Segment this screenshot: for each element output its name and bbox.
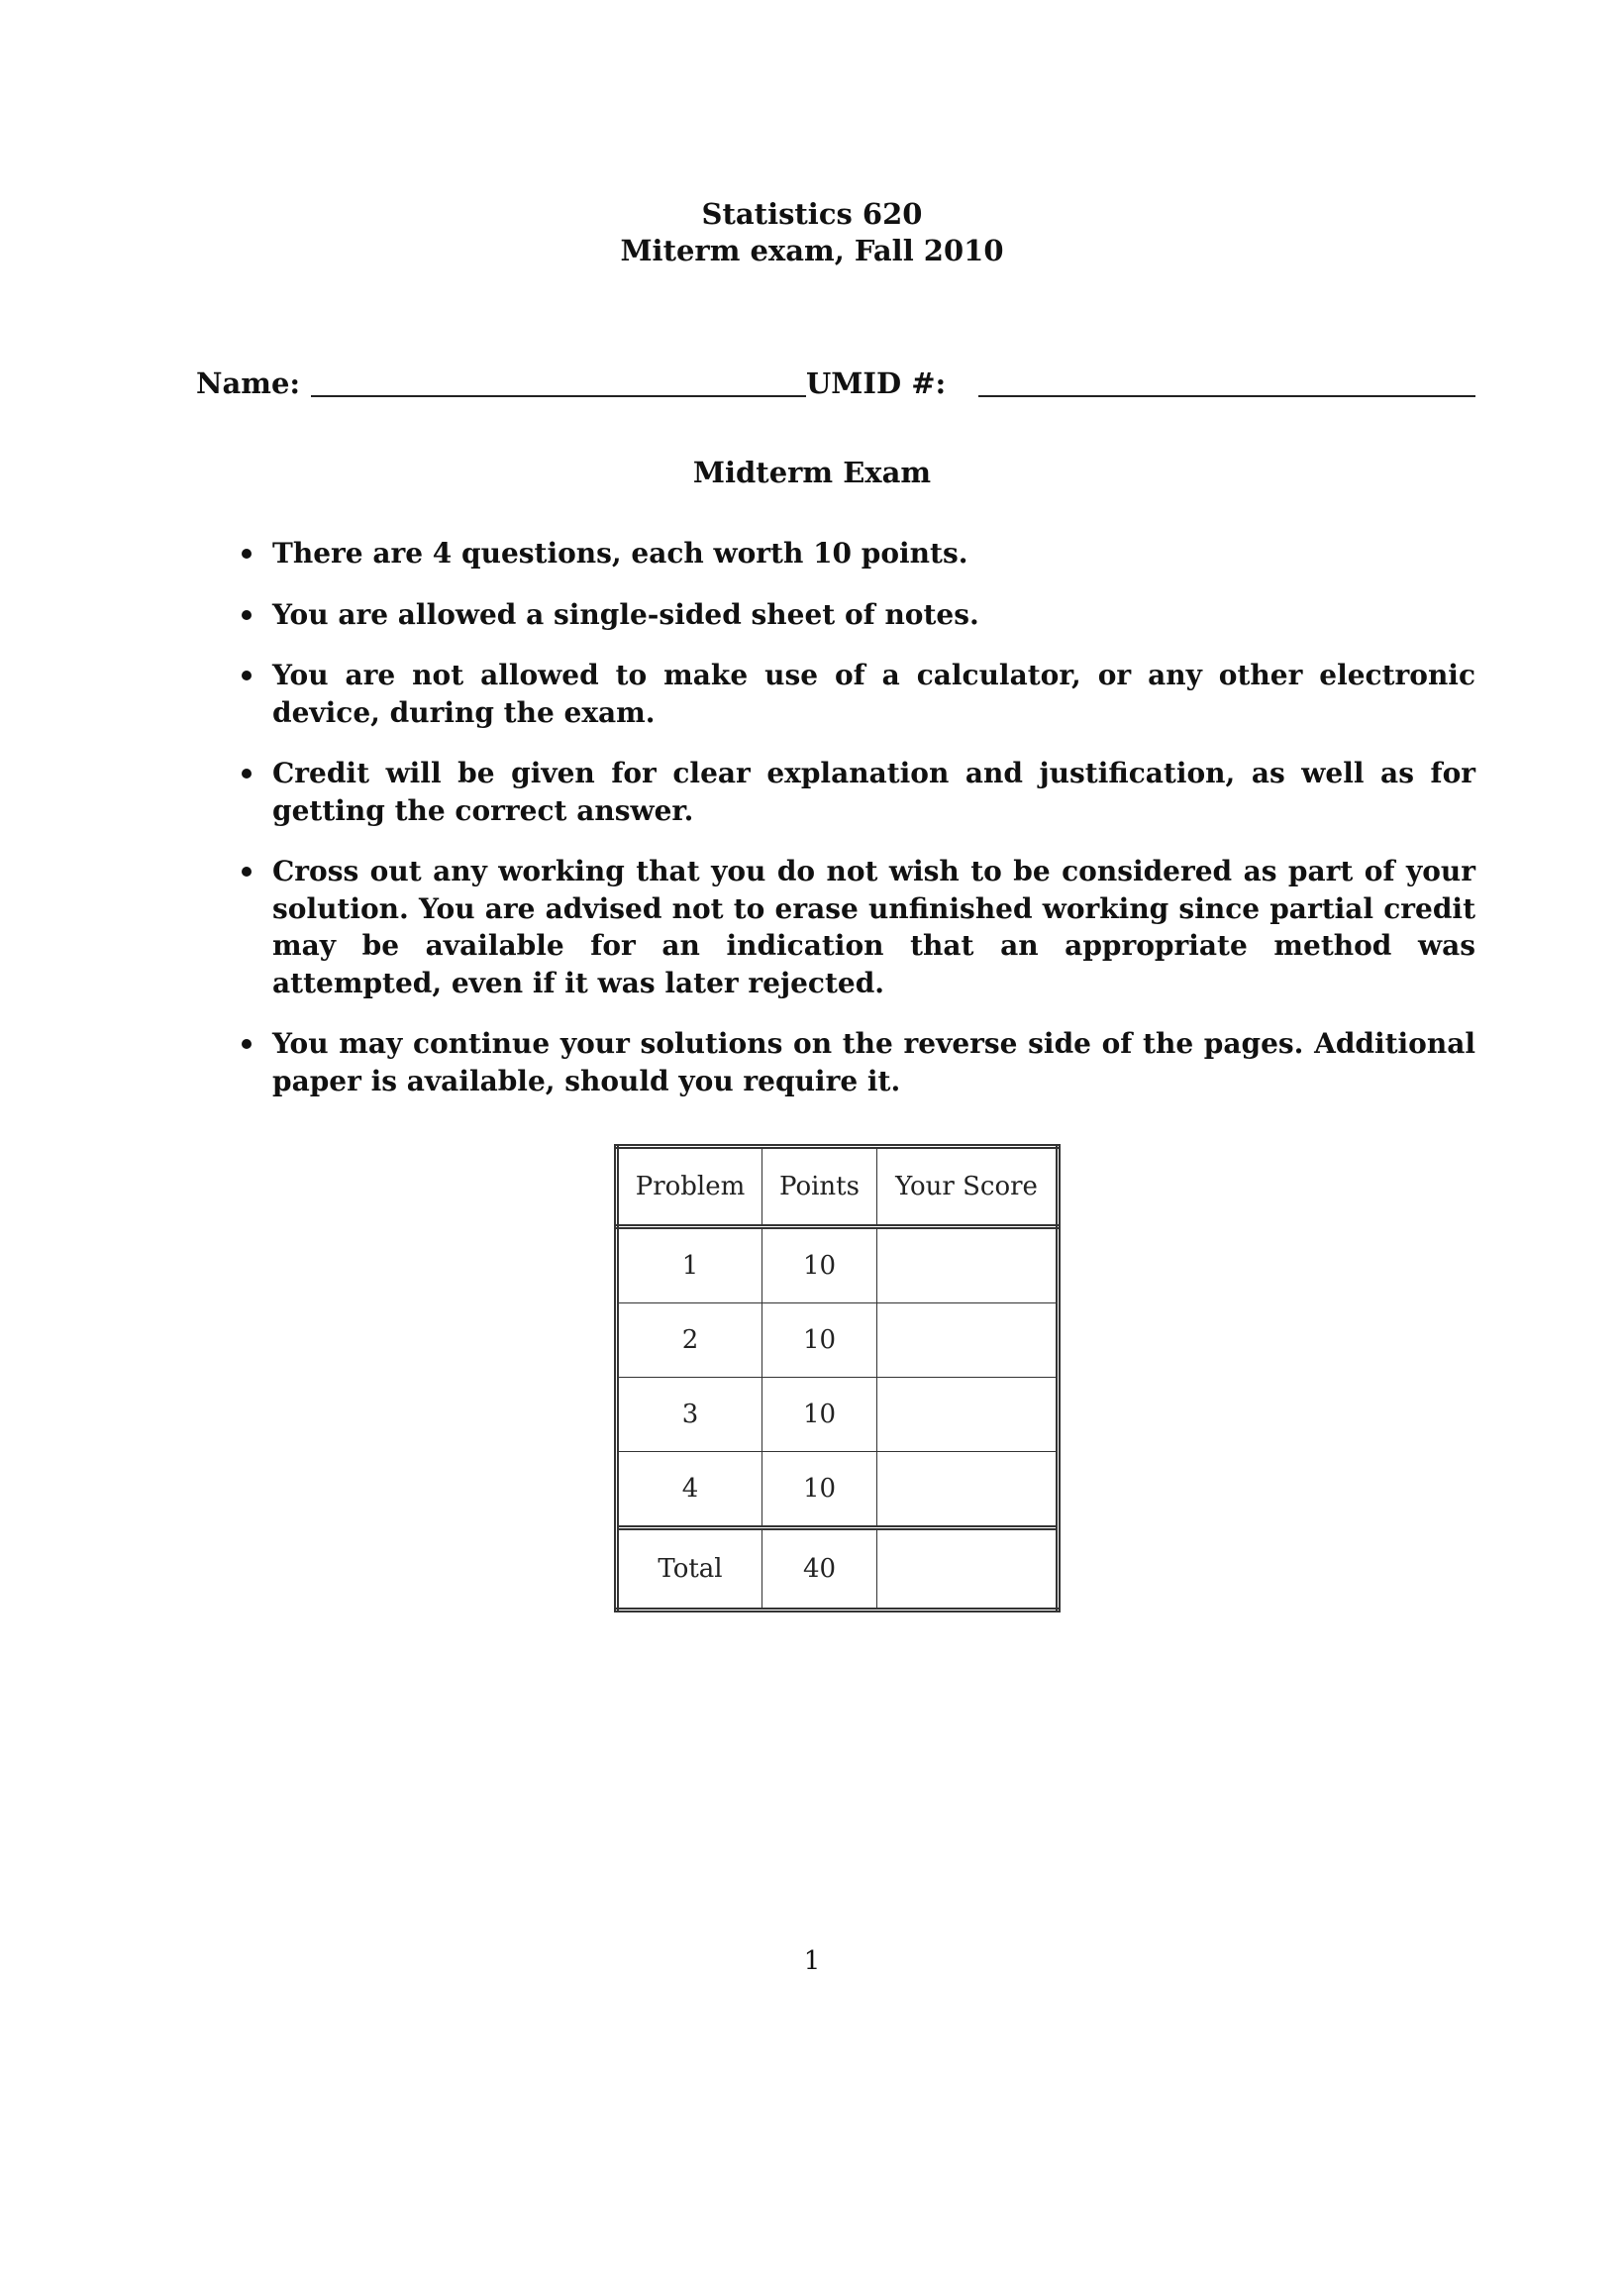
column-header-points: Points	[762, 1147, 877, 1227]
student-info-row	[196, 366, 1475, 406]
umid-field[interactable]	[978, 395, 1475, 397]
bullet-icon	[242, 549, 252, 559]
table-row	[617, 1452, 1059, 1528]
total-score-cell[interactable]	[877, 1528, 1059, 1611]
instruction-item: Credit will be given for clear explanation and justification, as well as for getting the correct answer.	[238, 755, 1475, 829]
table-header-row	[617, 1147, 1059, 1227]
bullet-icon	[242, 671, 252, 680]
score-cell[interactable]	[877, 1227, 1059, 1303]
instruction-item: There are 4 questions, each worth 10 points.	[238, 535, 1475, 572]
problem-cell: 4	[617, 1452, 762, 1528]
exam-header	[0, 196, 1624, 269]
total-label-cell: Total	[617, 1528, 762, 1611]
instruction-item: You may continue your solutions on the reverse side of the pages. Additional paper is available, should you require it.	[238, 1025, 1475, 1099]
table-row	[617, 1303, 1059, 1378]
section-title: Midterm Exam	[692, 456, 932, 489]
bullet-icon	[242, 867, 252, 877]
bullet-icon	[242, 610, 252, 620]
instructions-list	[238, 535, 1475, 1123]
instruction-item: You are allowed a single-sided sheet of notes.	[238, 596, 1475, 634]
points-cell: 10	[762, 1303, 877, 1378]
points-cell: 10	[762, 1452, 877, 1528]
table-row	[617, 1227, 1059, 1303]
score-cell[interactable]	[877, 1378, 1059, 1452]
column-header-problem: Problem	[617, 1147, 762, 1227]
score-table	[614, 1144, 1061, 1612]
umid-label: UMID #:	[806, 366, 947, 400]
score-cell[interactable]	[877, 1452, 1059, 1528]
problem-cell: 3	[617, 1378, 762, 1452]
total-points-cell: 40	[762, 1528, 877, 1611]
exam-subtitle: Miterm exam, Fall 2010	[620, 234, 1004, 267]
problem-cell: 2	[617, 1303, 762, 1378]
name-field[interactable]	[311, 395, 806, 397]
bullet-icon	[242, 769, 252, 779]
column-header-score: Your Score	[877, 1147, 1059, 1227]
points-cell: 10	[762, 1378, 877, 1452]
instruction-item: You are not allowed to make use of a calculator, or any other electronic device, during the exam.	[238, 657, 1475, 731]
bullet-icon	[242, 1039, 252, 1049]
course-title: Statistics 620	[701, 197, 923, 231]
score-cell[interactable]	[877, 1303, 1059, 1378]
table-row	[617, 1378, 1059, 1452]
points-cell: 10	[762, 1227, 877, 1303]
name-label: Name:	[196, 366, 301, 400]
page-number: 1	[803, 1946, 821, 1976]
instruction-item: Cross out any working that you do not wish to be considered as part of your solution. You are advised not to erase unfinished working since partial credit may be available for an indication that an appropriate method was attempted, even if it was later rejected.	[238, 853, 1475, 1001]
problem-cell: 1	[617, 1227, 762, 1303]
table-total-row	[617, 1528, 1059, 1611]
